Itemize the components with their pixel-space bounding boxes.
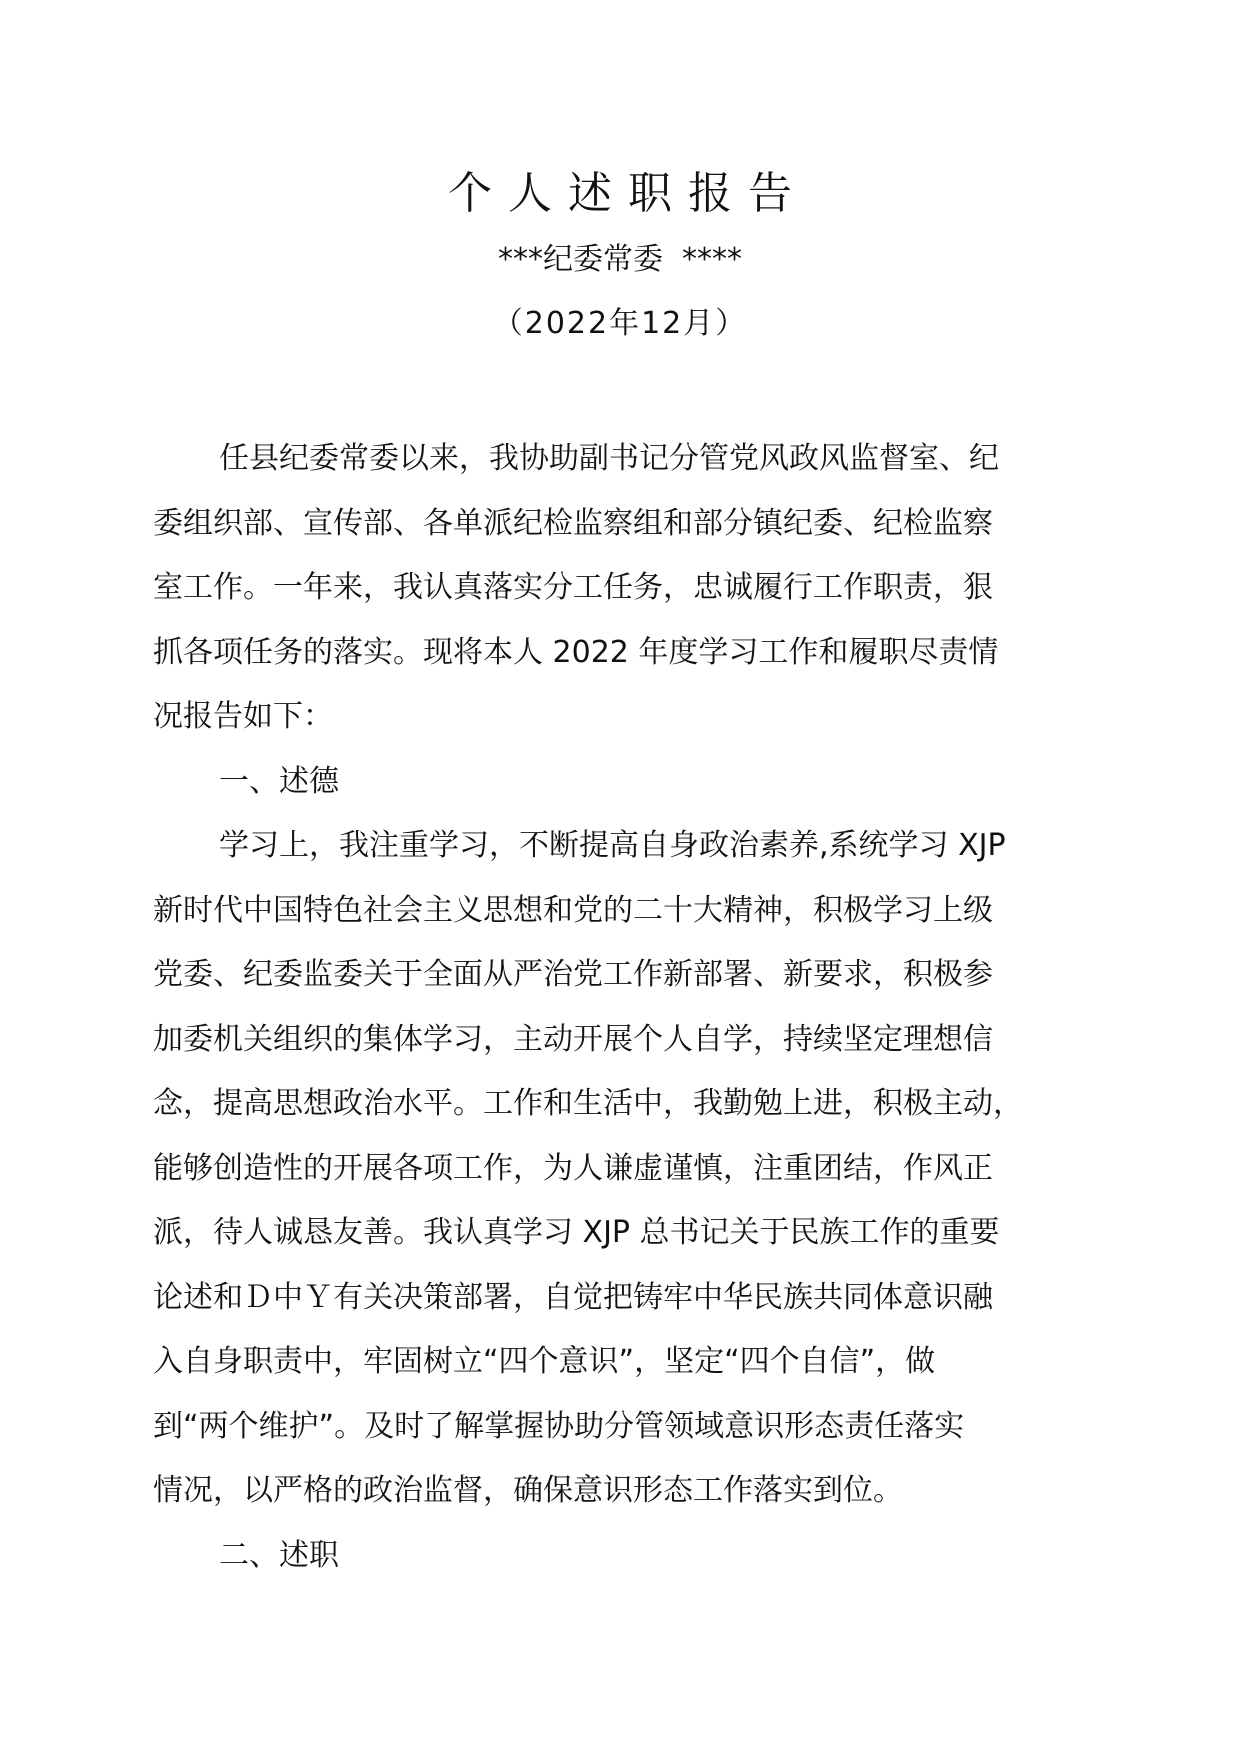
date-line: （2022年12月） (492, 306, 748, 341)
paragraph-line: 新时代中国特色社会主义思想和党的二十大精神，积极学习上级 (153, 892, 993, 928)
paragraph-line: 能够创造性的开展各项工作，为人谦虚谨慎，注重团结，作风正 (153, 1150, 993, 1186)
paragraph-line: 到“两个维护”。及时了解掌握协助分管领域意识形态责任落实 (153, 1408, 965, 1444)
paragraph-line: 派，待人诚恳友善。我认真学习 XJP 总书记关于民族工作的重要 (153, 1215, 1000, 1250)
paragraph-line: 委组织部、宣传部、各单派纪检监察组和部分镇纪委、纪检监察 (153, 505, 993, 541)
paragraph-line: 学习上，我注重学习，不断提高自身政治素养,系统学习 XJP (219, 828, 1006, 863)
paragraph-line: 况报告如下： (153, 699, 333, 734)
paragraph-line: 加委机关组织的集体学习，主动开展个人自学，持续坚定理想信 (153, 1021, 993, 1057)
paragraph-line: 入自身职责中，牢固树立“四个意识”，坚定“四个自信”，做 (153, 1344, 936, 1379)
paragraph-line: 论述和Ｄ中Ｙ有关决策部署，自觉把铸牢中华民族共同体意识融 (153, 1279, 993, 1315)
paragraph-line: 党委、纪委监委关于全面从严治党工作新部署、新要求，积极参 (153, 957, 993, 992)
author-line: ***纪委常委 **** (497, 242, 743, 277)
paragraph-line: 念，提高思想政治水平。工作和生活中，我勤勉上进，积极主动， (153, 1086, 1023, 1121)
document-body (153, 427, 1103, 1588)
paragraph-line: 室工作。一年来，我认真落实分工任务，忠诚履行工作职责，狠 (153, 570, 993, 605)
paragraph-line: 任县纪委常委以来，我协助副书记分管党风政风监督室、纪 (219, 441, 999, 476)
paragraph-line: 情况，以严格的政治监督，确保意识形态工作落实到位。 (153, 1473, 903, 1508)
paragraph-line: 抓各项任务的落实。现将本人 2022 年度学习工作和履职尽责情 (153, 634, 999, 670)
section-heading: 二、述职 (219, 1537, 339, 1573)
document-title: 个人述职报告 (448, 168, 808, 219)
section-heading: 一、述德 (219, 763, 339, 799)
